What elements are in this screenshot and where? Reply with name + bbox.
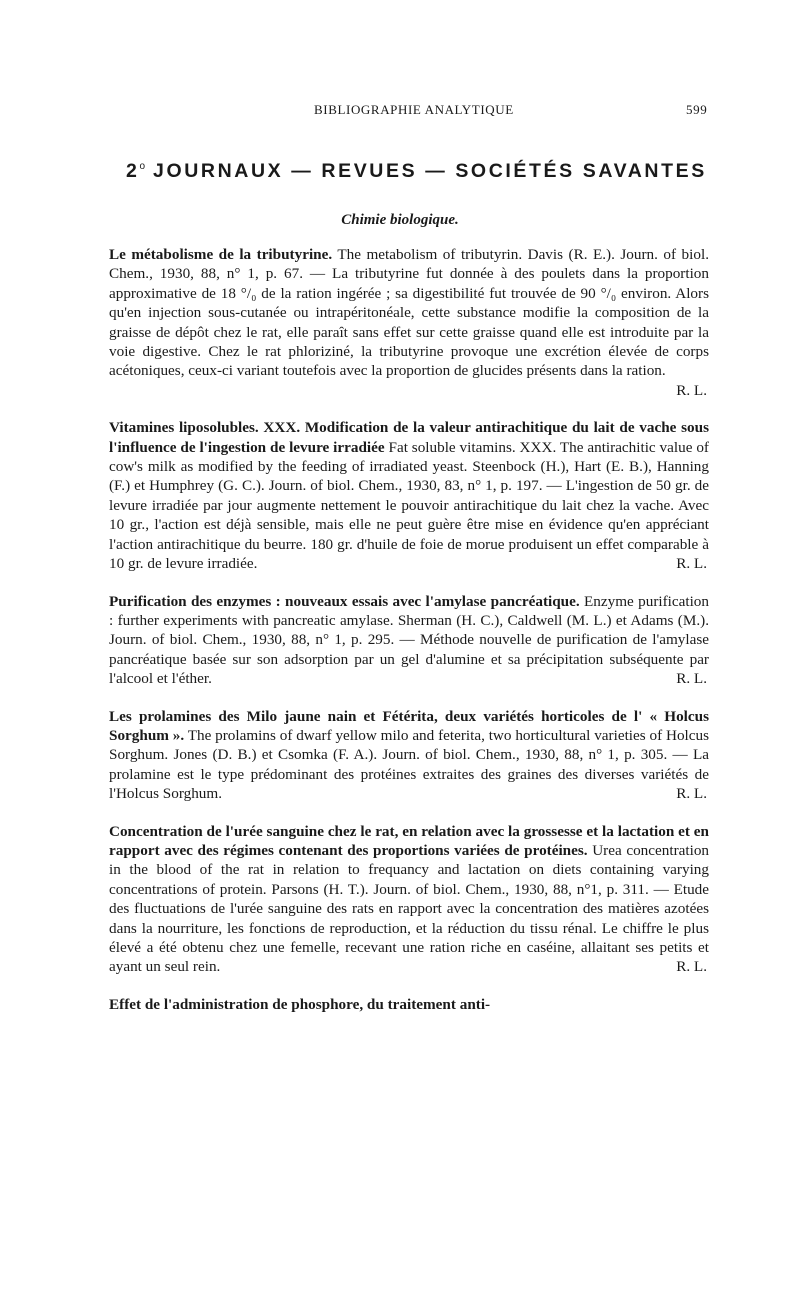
entry-body: The metabolism of tributyrin. Davis (R. E.). Journ. of biol. Chem., 1930, 88, n° 1, p. 67. — La tributyrine fut donnée à des poulets dans la proportion approximative de 18 °/₀ de la ration ingérée ; sa digestibilité fut trouvée de 90 °/₀ environ. Alors qu'en injection sous-cutanée ou intrapéritonéale, cette substance modifie la composition de la graisse de dépôt chez le rat, elle paraît sans effet sur cette graisse quand elle est introduite par la voie digestive. Chez le rat phloriziné, la tributyrine provoque une excrétion élevée de corps acétoniques, ceux-ci variant toutefois avec la proportion de glucides présents dans la ration.	[109, 246, 709, 380]
entries-list	[109, 245, 709, 1032]
page-number: 599	[686, 102, 708, 117]
entry-signature: R. L.	[676, 670, 707, 688]
entry-body: Fat soluble vitamins. XXX. The antirachitic value of cow's milk as modified by the feeding of irradiated yeast. Steenbock (H.), Hart (E. B.), Hanning (F.) et Humphrey (G. C.). Journ. of biol. Chem., 1930, 83, n° 1, p. 197. — L'ingestion de 50 gr. de levure irradiée par jour augmente nettement le pouvoir antirachitique du lait chez la vache. Avec 10 gr., l'action est déjà sensible, mais elle ne peut guère être mise en évidence qu'en appréciant l'action antirachitique du beurre. 180 gr. d'huile de foie de morue produisent un effet comparable à 10 gr. de levure irradiée.	[109, 438, 709, 573]
entry-body: Urea concentration in the blood of the rat in relation to frequancy and lactation on diets containing varying concentrations of protein. Parsons (H. T.). Journ. of biol. Chem., 1930, 88, n°1, p. 311. — Etude des fluctuations de l'urée sanguine des rats en rapport avec la concentration des matières azotées dans la nourriture, les fonctions de reproduction, et la réduction du tissu rénal. Le chiffre le plus élevé a été obtenu chez une femelle, recevant une ration riche en caséine, allaitant ses petits et ayant un seul rein.	[109, 841, 710, 976]
entry-signature: R. L.	[676, 381, 707, 399]
entry-signature: R. L.	[676, 555, 707, 573]
section-title: JOURNAUX — REVUES — SOCIÉTÉS SAVANTES	[145, 160, 707, 182]
section-degree: o	[139, 161, 146, 172]
entry-title: Purification des enzymes : nouveaux essais avec l'amylase pancréatique.	[109, 592, 580, 610]
section-heading	[126, 160, 706, 183]
entry-phosphore	[109, 995, 709, 1014]
entry-title: Effet de l'administration de phosphore, du traitement anti-	[109, 995, 491, 1013]
running-title: BIBLIOGRAPHIE ANALYTIQUE	[314, 102, 514, 117]
entry-body: The prolamins of dwarf yellow milo and feterita, two horticultural varieties of Holcus Sorghum. Jones (D. B.) et Csomka (F. A.). Journ. of biol. Chem., 1930, 88, n° 1, p. 305. — La prolamine est le type prédominant des protéines extraites des graines des diverses variétés de l'Holcus Sorghum.	[109, 726, 710, 803]
entry-title: Vitamines liposolubles. XXX. Modification de la valeur antirachitique du lait de vache sous l'influence de l'ingestion de levure irradiée	[109, 419, 709, 456]
subsection-heading: Chimie biologique.	[341, 212, 459, 228]
section-number: 2	[126, 160, 140, 182]
entry-body: Enzyme purification : further experiments with pancreatic amylase. Sherman (H. C.), Caldwell (M. L.) et Adams (M.). Journ. of biol. Chem., 1930, 88, n° 1, p. 295. — Méthode nouvelle de purification de l'amylase pancréatique basée sur son adsorption par un gel d'alumine et sa précipitation subséquente par l'alcool et l'éther.	[109, 592, 709, 688]
entry-signature: R. L.	[676, 958, 707, 976]
entry-signature: R. L.	[676, 785, 707, 803]
entry-title: Le métabolisme de la tributyrine.	[109, 246, 333, 263]
entry-title: Concentration de l'urée sanguine chez le rat, en relation avec la grossesse et la lactation et en rapport avec des régimes contenant des proportions variées de protéines.	[109, 822, 709, 859]
entry-title: Les prolamines des Milo jaune nain et Fétérita, deux variétés horticoles de l' « Holcus Sorghum ».	[109, 707, 709, 744]
entry-purification-enzymes	[109, 592, 709, 689]
entry-uree-sanguine	[109, 822, 709, 977]
entry-vitamines-liposolubles	[109, 418, 709, 573]
entry-tributyrine	[109, 245, 709, 400]
running-head	[0, 102, 800, 122]
entry-prolamines	[109, 707, 709, 804]
